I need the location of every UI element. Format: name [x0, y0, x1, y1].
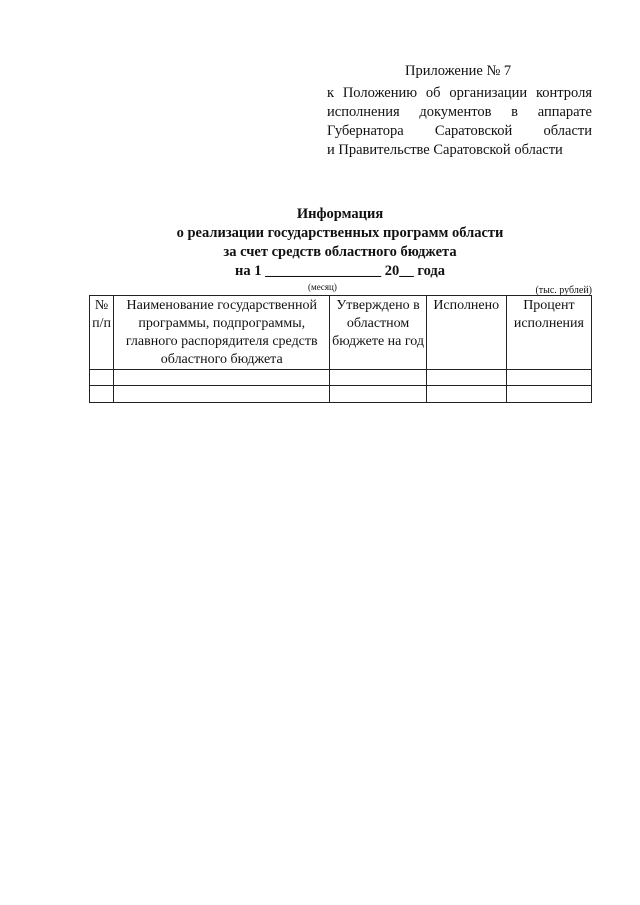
table-cell	[506, 386, 591, 403]
appendix-word: области	[543, 123, 592, 139]
appendix-line-4	[327, 141, 592, 160]
date-line: на 1 ________________ 20__ года	[235, 263, 445, 279]
appendix-word: в	[511, 104, 519, 120]
document-subtitle-1: о реализации государственных программ области	[176, 225, 504, 241]
appendix-line-3	[327, 122, 592, 141]
table-cell	[330, 386, 426, 403]
month-caption: (месяц)	[308, 282, 337, 292]
column-header-percent: Процент исполнения	[506, 296, 591, 370]
appendix-word: организации	[449, 85, 528, 101]
appendix-word: Положению	[342, 85, 418, 101]
table-cell	[114, 370, 330, 386]
appendix-word: контроля	[535, 85, 592, 101]
document-title: Информация	[296, 206, 384, 222]
table-cell	[114, 386, 330, 403]
document-subtitle-2: за счет средств областного бюджета	[223, 244, 457, 260]
appendix-word: Саратовской	[434, 123, 513, 139]
appendix-word: об	[425, 85, 441, 101]
table-cell	[426, 386, 506, 403]
appendix-word: и Правительстве Саратовской области	[327, 142, 563, 158]
appendix-line-1	[327, 84, 592, 103]
appendix-word: документов	[419, 104, 492, 120]
table-row	[90, 386, 592, 403]
table-cell	[90, 370, 114, 386]
appendix-word: Губернатора	[327, 123, 404, 139]
column-header-executed: Исполнено	[426, 296, 506, 370]
units-label: (тыс. рублей)	[535, 285, 592, 296]
appendix-word: аппарате	[537, 104, 592, 120]
table-cell	[426, 370, 506, 386]
appendix-word: к	[327, 85, 335, 101]
table-row	[90, 370, 592, 386]
table-cell	[90, 386, 114, 403]
table-cell	[506, 370, 591, 386]
column-header-name: Наименование государственной программы, подпрограммы, главного распорядителя средств областного бюджета	[114, 296, 330, 370]
appendix-word: исполнения	[327, 104, 400, 120]
table-cell	[330, 370, 426, 386]
column-header-approved: Утверждено в областном бюджете на год	[330, 296, 426, 370]
report-table	[89, 295, 592, 403]
appendix-line-2	[327, 103, 592, 122]
table-header-row	[90, 296, 592, 370]
appendix-title: Приложение № 7	[405, 63, 512, 79]
column-header-number: № п/п	[90, 296, 114, 370]
